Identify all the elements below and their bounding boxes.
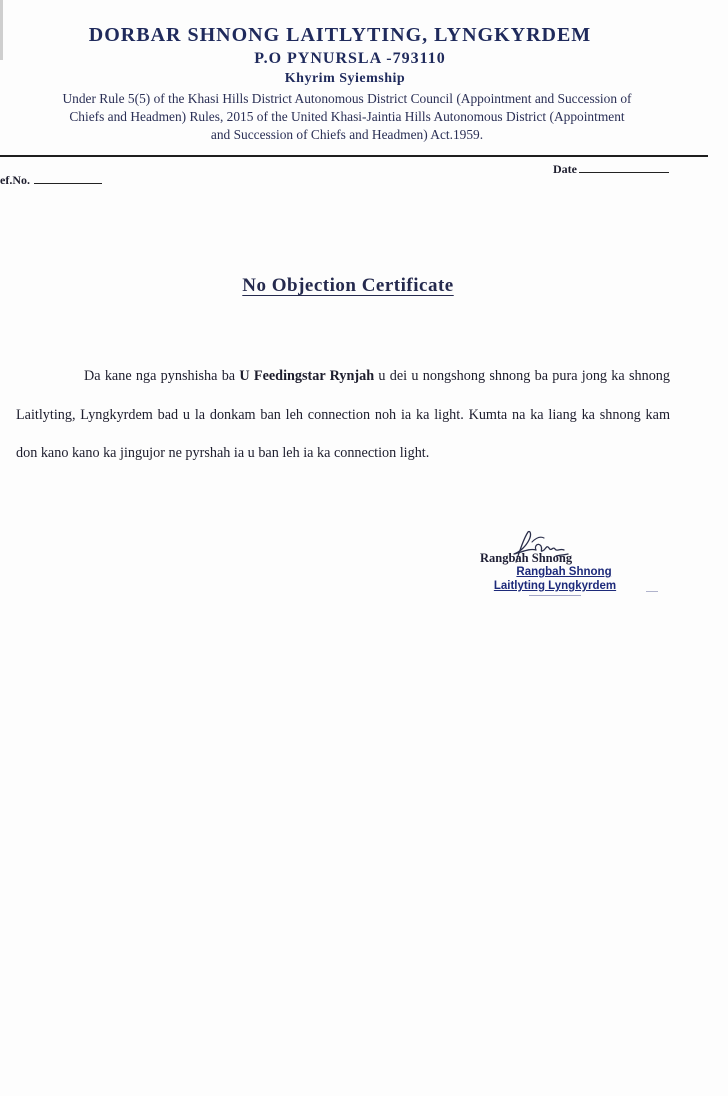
stamp-mark	[646, 591, 658, 592]
certificate-body	[16, 357, 670, 473]
rule-reference	[8, 90, 686, 144]
date-field	[553, 162, 669, 177]
postal-address: P.O PYNURSLA -793110	[254, 50, 446, 67]
reference-number	[0, 173, 102, 188]
signatory-title: Rangbah Shnong	[480, 551, 573, 565]
certificate-title-text: No Objection Certificate	[242, 275, 454, 296]
date-blank-line	[579, 172, 669, 173]
date-label: Date	[553, 162, 577, 176]
body-text-part2: u dei u nongshong shnong ba pura jong ka shnong Laitlyting, Lyngkyrdem bad u la donkam ban leh connection noh ia ka light. Kumta na ka liang ka shnong kam don kano kano ka jingujor ne pyrshah ia u ban leh ia ka connection light.	[16, 368, 670, 461]
ref-label: ef.No.	[0, 173, 30, 187]
stamp-underline	[529, 595, 581, 599]
rule-line: Chiefs and Headmen) Rules, 2015 of the United Khasi-Jaintia Hills Autonomous District (Appointment	[69, 109, 625, 124]
stamp-line-1: Rangbah Shnong	[516, 566, 612, 578]
org-name: DORBAR SHNONG LAITLYTING, LYNGKYRDEM	[88, 24, 592, 46]
header-divider	[0, 155, 708, 157]
stamp-line-2: Laitlyting Lyngkyrdem	[493, 580, 617, 592]
certificate-title	[0, 275, 696, 297]
rule-line: and Succession of Chiefs and Headmen) Act.1959.	[210, 127, 484, 142]
body-text-part1: Da kane nga pynshisha ba	[84, 368, 240, 384]
region-name: Khyrim Syiemship	[284, 71, 406, 86]
ref-blank-line	[34, 183, 102, 184]
official-stamp	[481, 566, 629, 599]
rule-line: Under Rule 5(5) of the Khasi Hills District Autonomous District Council (Appointment and Succession of	[62, 91, 632, 106]
applicant-name: U Feedingstar Rynjah	[239, 368, 375, 384]
